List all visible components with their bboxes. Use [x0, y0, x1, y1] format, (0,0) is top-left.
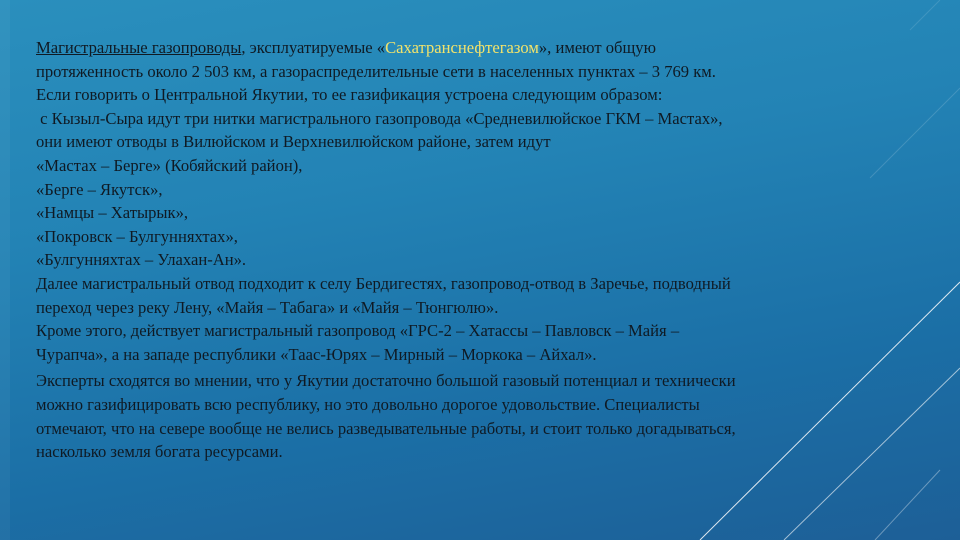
paragraph-expert-opinion: [36, 369, 898, 463]
text-line-8: «Намцы – Хатырык»,: [36, 203, 189, 223]
text-line-10: «Булгунняхтах – Улахан-Ан».: [36, 250, 247, 270]
text-line-17: отмечают, что на севере вообще не велись разведывательные работы, и стоит только догадываться,: [36, 418, 736, 438]
text-line-7: «Берге – Якутск»,: [36, 179, 163, 199]
text-line-13: Кроме этого, действует магистральный газопровод «ГРС-2 – Хатассы – Павловск – Майя –: [36, 321, 680, 341]
text-line-5: они имеют отводы в Вилюйском и Верхневилюйском районе, затем идут: [36, 132, 551, 152]
slide-text: [36, 36, 898, 464]
text-line-3: Если говорить о Центральной Якутии, то ее газификация устроена следующим образом:: [36, 85, 663, 105]
decorative-line-3: [875, 470, 940, 540]
text-fragment: , эксплуатируемые «: [241, 38, 386, 57]
text-line-2: протяженность около 2 503 км, а газораспределительные сети в населенных пунктах – 3 769 км.: [36, 61, 716, 81]
text-line-18: насколько земля богата ресурсами.: [36, 442, 283, 462]
company-name-highlight: Сахатранснефтегазом: [385, 38, 539, 57]
text-fragment: », имеют общую: [538, 38, 656, 57]
paragraph-gas-network: [36, 36, 898, 366]
text-line-16: можно газифицировать всю республику, но это довольно дорогое удовольствие. Специалисты: [36, 394, 700, 414]
text-line-9: «Покровск – Булгунняхтах»,: [36, 226, 238, 246]
text-line-15: Эксперты сходятся во мнении, что у Якутии достаточно большой газовый потенциал и технически: [36, 371, 736, 391]
text-line-4: с Кызыл-Сыра идут три нитки магистрального газопровода «Средневилюйское ГКМ – Мастах»,: [36, 108, 723, 128]
text-line-11: Далее магистральный отвод подходит к селу Бердигестях, газопровод-отвод в Заречье, подводный: [36, 273, 731, 293]
link-main-gas-pipelines[interactable]: Магистральные газопроводы: [36, 38, 242, 57]
text-line-14: Чурапча», а на западе республики «Таас-Юрях – Мирный – Моркока – Айхал».: [36, 344, 597, 364]
text-line-1: [36, 36, 898, 60]
decorative-line-5: [910, 0, 940, 30]
left-edge-highlight: [0, 0, 10, 540]
text-line-12: переход через реку Лену, «Майя – Табага» и «Майя – Тюнгюлю».: [36, 297, 499, 317]
text-line-6: «Мастах – Берге» (Кобяйский район),: [36, 155, 303, 175]
